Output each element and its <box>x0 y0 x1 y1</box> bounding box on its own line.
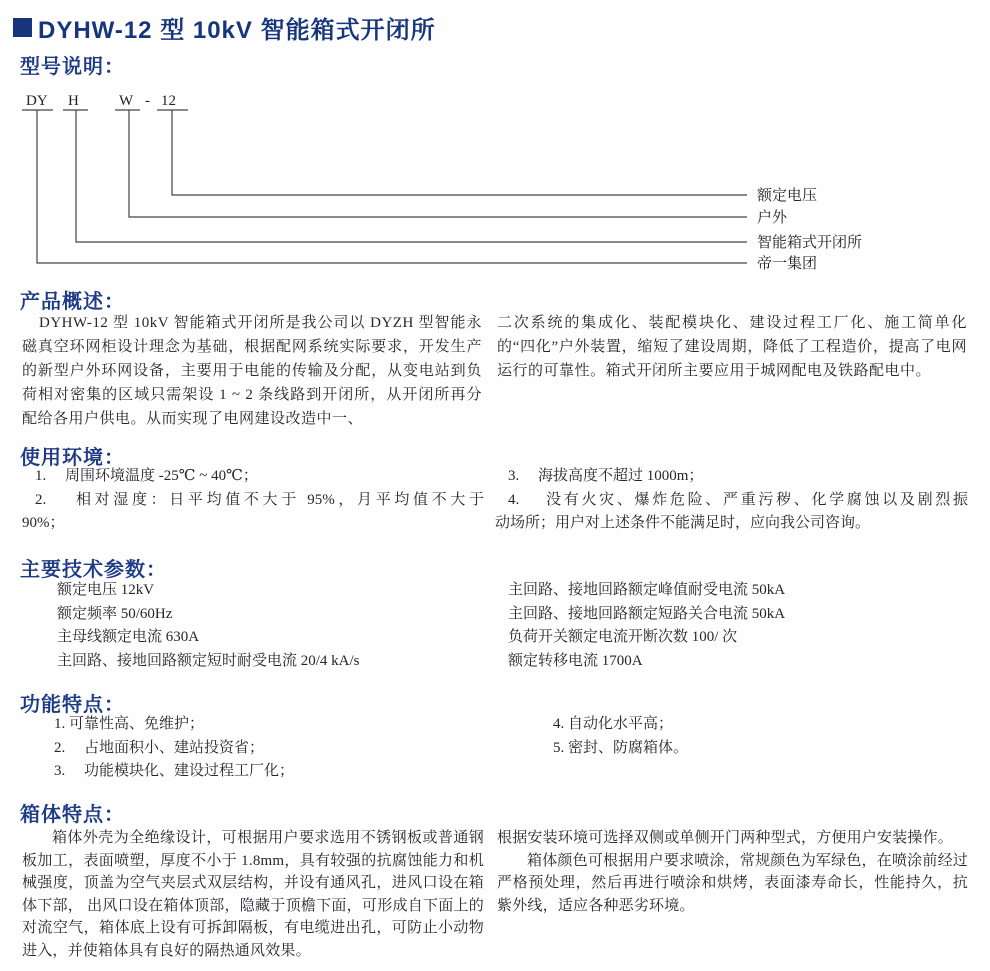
model-code-diagram <box>20 88 970 283</box>
code-part-dy: DY <box>26 93 48 109</box>
tech-param: 额定频率 50/60Hz <box>57 605 173 622</box>
environment-right-column <box>495 465 968 536</box>
features-left-column <box>22 713 484 784</box>
code-part-dash: - <box>145 93 150 109</box>
box-features-left-paragraph: 箱体外壳为全绝缘设计，可根据用户要求选用不锈钢板或普通钢板加工，表面喷塑，厚度不小于 1.8mm，具有较强的抗腐蚀能力和机械强度，顶盖为空气夹层式双层结构，并设有通风孔，进风口设在箱体下部， 出风口设在箱体顶部，隐藏于顶檐下面，可形成自下面上的对流空气，箱体底上设有可拆卸隔板，有电缆进出孔，可防止小动物进入，并使箱体具有良好的隔热通风效果。 <box>22 830 484 959</box>
feature-item-5: 5. 密封、防腐箱体。 <box>553 739 689 756</box>
feature-item-3: 3. 功能模块化、建设过程工厂化； <box>54 763 295 779</box>
branch-label-outdoor: 户外 <box>757 210 788 226</box>
box-features-right-paragraph-1: 根据安装环境可选择双侧或单侧开门两种型式，方便用户安装操作。 <box>497 830 954 846</box>
branch-label-rated-voltage: 额定电压 <box>757 188 818 204</box>
page-title-text: DYHW-12 型 10kV 智能箱式开闭所 <box>38 17 436 44</box>
tech-param: 额定转移电流 1700A <box>508 652 643 669</box>
tech-param: 主回路、接地回路额定短时耐受电流 20/4 kA/s <box>57 652 360 669</box>
environment-item-1: 1. 周围环境温度 -25℃ ~ 40℃； <box>35 468 258 484</box>
environment-item-4: 4. 没有火灾、爆炸危险、严重污秽、化学腐蚀以及剧烈振 <box>508 491 968 508</box>
environment-item-2: 2. 相对湿度：日平均值不大于 95%，月平均值不大于 <box>35 491 484 508</box>
page-title <box>13 10 436 45</box>
overview-right-paragraph: 二次系统的集成化、装配模块化、建设过程工厂化、施工简单化的“四化”户外装置，缩短了建设周期，降低了工程造价，提高了电网运行的可靠性。箱式开闭所主要应用于城网配电及铁路配电中。 <box>497 315 967 379</box>
section-heading-box-features: 箱体特点： <box>20 804 125 826</box>
tech-param: 主回路、接地回路额定短路关合电流 50kA <box>508 605 786 622</box>
overview-left-paragraph: DYHW-12 型 10kV 智能箱式开闭所是我公司以 DYZH 型智能永磁真空环网柜设计理念为基础，根据配网系统实际要求，开发生产的新型户外环网设备，主要用于电能的传输及分配，从变电站到负荷相对密集的区域只需架设 1 ~ 2 条线路到开闭所，从开闭所再分配给各用户供电。从而实现了电网建设改造中一、 <box>22 315 482 427</box>
diagram-lines <box>22 110 747 263</box>
tech-param: 主母线额定电流 630A <box>57 629 200 645</box>
tech-param: 负荷开关额定电流开断次数 100/ 次 <box>508 629 738 645</box>
branch-label-smart-box: 智能箱式开闭所 <box>757 235 863 251</box>
feature-item-4: 4. 自动化水平高； <box>553 716 674 732</box>
section-heading-overview: 产品概述： <box>20 291 125 313</box>
title-square-icon <box>13 18 32 37</box>
section-heading-environment: 使用环境： <box>20 447 125 469</box>
tech-params-right-column <box>497 579 968 673</box>
box-features-right-paragraph-2: 箱体颜色可根据用户要求喷涂，常规颜色为军绿色，在喷涂前经过严格预处理，然后再进行喷涂和烘烤，表面漆寿命长，性能持久，抗紫外线，适应各种恶劣环境。 <box>497 852 968 914</box>
environment-item-4-cont: 动场所；用户对上述条件不能满足时，应向我公司咨询。 <box>495 515 871 531</box>
section-heading-tech-params: 主要技术参数： <box>20 559 167 581</box>
code-part-h: H <box>68 93 79 109</box>
box-features-right-column <box>497 827 968 917</box>
environment-left-column <box>22 465 484 536</box>
tech-param: 额定电压 12kV <box>57 582 155 598</box>
section-heading-model: 型号说明： <box>20 56 125 78</box>
environment-item-2-cont: 90%； <box>22 515 65 531</box>
branch-label-group: 帝一集团 <box>757 256 818 272</box>
code-part-12: 12 <box>161 93 176 109</box>
tech-params-left-column <box>22 579 484 673</box>
environment-item-3: 3. 海拔高度不超过 1000m； <box>508 468 704 484</box>
section-heading-features: 功能特点： <box>20 694 125 716</box>
feature-item-2: 2. 占地面积小、建站投资省； <box>54 739 265 756</box>
features-right-column <box>497 713 968 760</box>
tech-param: 主回路、接地回路额定峰值耐受电流 50kA <box>508 582 786 598</box>
feature-item-1: 1. 可靠性高、免维护； <box>54 716 205 732</box>
code-part-w: W <box>119 93 134 109</box>
